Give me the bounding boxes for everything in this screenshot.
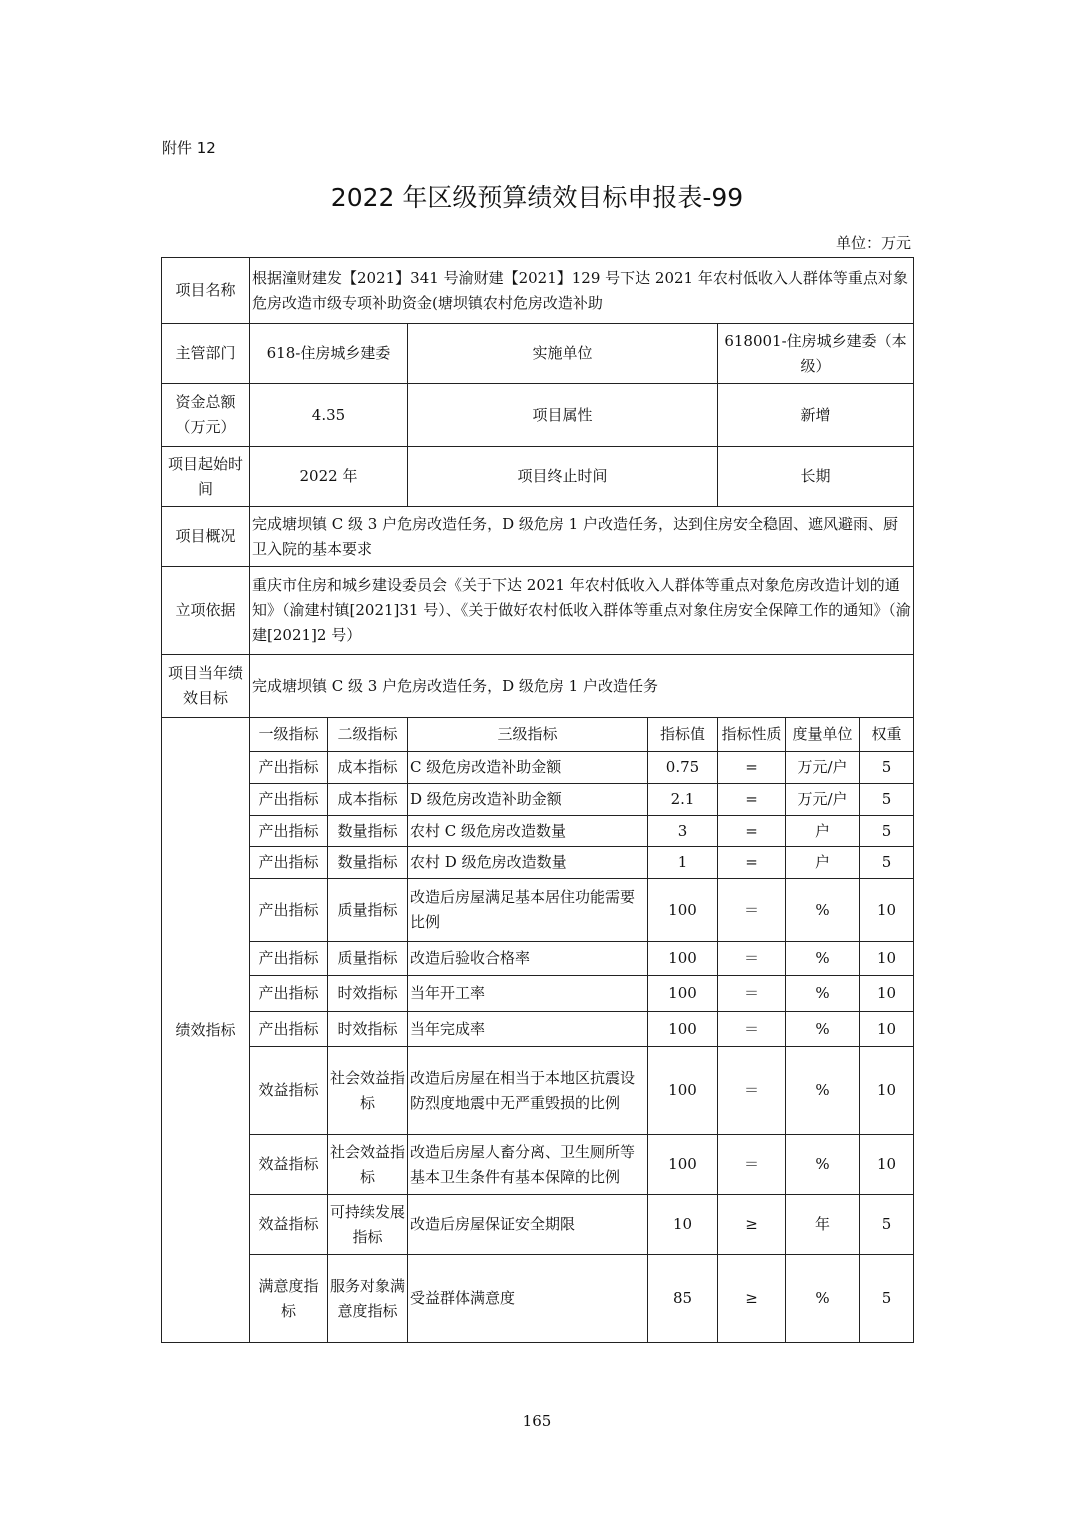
- indicator-level2: 可持续发展指标: [328, 1195, 408, 1255]
- indicator-level2: 成本指标: [328, 752, 408, 784]
- indicator-value: 1: [648, 847, 718, 879]
- indicator-level2: 时效指标: [328, 976, 408, 1012]
- indicator-nature: =: [718, 752, 786, 784]
- indicator-level1: 产出指标: [250, 879, 328, 942]
- basis-label: 立项依据: [162, 567, 250, 655]
- dept-label: 主管部门: [162, 324, 250, 384]
- indicator-level1: 效益指标: [250, 1047, 328, 1135]
- page-title: 2022 年区级预算绩效目标申报表-99: [330, 183, 744, 212]
- indicator-weight: 5: [860, 816, 914, 847]
- indicator-row: [162, 752, 914, 784]
- indicator-level3: C 级危房改造补助金额: [408, 752, 648, 784]
- row-basis: [162, 567, 914, 655]
- indicator-unit: %: [786, 942, 860, 976]
- indicator-row: [162, 1047, 914, 1135]
- row-overview: [162, 507, 914, 567]
- row-fund: [162, 384, 914, 447]
- goal-value: 完成塘坝镇 C 级 3 户危房改造任务，D 级危房 1 户改造任务: [250, 655, 914, 718]
- header-weight: 权重: [860, 718, 914, 752]
- indicator-level2: 成本指标: [328, 784, 408, 816]
- indicator-level1: 效益指标: [250, 1135, 328, 1195]
- impl-value: 618001-住房城乡建委（本级）: [718, 324, 914, 384]
- header-unit: 度量单位: [786, 718, 860, 752]
- indicator-level1: 效益指标: [250, 1195, 328, 1255]
- indicator-level1: 产出指标: [250, 847, 328, 879]
- indicator-level2: 社会效益指标: [328, 1135, 408, 1195]
- attr-value: 新增: [718, 384, 914, 447]
- indicator-level2: 社会效益指标: [328, 1047, 408, 1135]
- indicator-value: 100: [648, 879, 718, 942]
- budget-target-table: [161, 257, 914, 1343]
- indicator-unit: %: [786, 1135, 860, 1195]
- indicator-level2: 时效指标: [328, 1012, 408, 1047]
- indicator-unit: 万元/户: [786, 784, 860, 816]
- overview-value: 完成塘坝镇 C 级 3 户危房改造任务，D 级危房 1 户改造任务，达到住房安全稳固、遮风避雨、厨卫入院的基本要求: [250, 507, 914, 567]
- indicator-value: 100: [648, 1047, 718, 1135]
- project-name-value: 根据潼财建发【2021】341 号渝财建【2021】129 号下达 2021 年农村低收入人群体等重点对象危房改造市级专项补助资金(塘坝镇农村危房改造补助: [250, 258, 914, 324]
- indicator-level2: 数量指标: [328, 847, 408, 879]
- indicator-nature: ≥: [718, 1255, 786, 1343]
- indicator-level2: 数量指标: [328, 816, 408, 847]
- indicator-header-row: [162, 718, 914, 752]
- row-department: [162, 324, 914, 384]
- indicator-level3: 农村 C 级危房改造数量: [408, 816, 648, 847]
- start-label: 项目起始时间: [162, 447, 250, 507]
- indicator-row: [162, 816, 914, 847]
- indicator-level1: 产出指标: [250, 1012, 328, 1047]
- indicator-level3: 改造后房屋人畜分离、卫生厕所等基本卫生条件有基本保障的比例: [408, 1135, 648, 1195]
- indicator-row: [162, 1195, 914, 1255]
- indicator-value: 2.1: [648, 784, 718, 816]
- attachment-label: 附件 12: [162, 139, 216, 157]
- fund-label: 资金总额（万元）: [162, 384, 250, 447]
- indicator-value: 10: [648, 1195, 718, 1255]
- indicator-nature: ＝: [718, 1047, 786, 1135]
- indicator-nature: =: [718, 784, 786, 816]
- row-goal: [162, 655, 914, 718]
- indicator-unit: %: [786, 1255, 860, 1343]
- start-value: 2022 年: [250, 447, 408, 507]
- impl-label: 实施单位: [408, 324, 718, 384]
- indicator-level1: 产出指标: [250, 942, 328, 976]
- indicator-nature: ≥: [718, 1195, 786, 1255]
- unit-label: 单位：万元: [835, 234, 911, 252]
- indicator-weight: 10: [860, 976, 914, 1012]
- indicator-value: 100: [648, 976, 718, 1012]
- indicator-row: [162, 1255, 914, 1343]
- header-level3: 三级指标: [408, 718, 648, 752]
- indicator-weight: 10: [860, 1047, 914, 1135]
- indicator-level2: 服务对象满意度指标: [328, 1255, 408, 1343]
- indicator-unit: %: [786, 976, 860, 1012]
- indicator-nature: =: [718, 847, 786, 879]
- goal-label: 项目当年绩效目标: [162, 655, 250, 718]
- header-nature: 指标性质: [718, 718, 786, 752]
- indicator-nature: =: [718, 816, 786, 847]
- indicator-weight: 5: [860, 784, 914, 816]
- indicator-weight: 5: [860, 1255, 914, 1343]
- basis-value: 重庆市住房和城乡建设委员会《关于下达 2021 年农村低收入人群体等重点对象危房改造计划的通知》（渝建村镇[2021]31 号）、《关于做好农村低收入群体等重点对象住房安全保障工作的通知》（渝建[2021]2 号）: [250, 567, 914, 655]
- header-level2: 二级指标: [328, 718, 408, 752]
- indicator-value: 85: [648, 1255, 718, 1343]
- indicator-value: 100: [648, 1012, 718, 1047]
- indicator-weight: 10: [860, 1012, 914, 1047]
- indicator-row: [162, 784, 914, 816]
- indicator-weight: 10: [860, 942, 914, 976]
- indicator-weight: 5: [860, 752, 914, 784]
- indicator-level1: 满意度指标: [250, 1255, 328, 1343]
- indicator-row: [162, 942, 914, 976]
- indicator-unit: 户: [786, 816, 860, 847]
- indicator-row: [162, 1012, 914, 1047]
- page-number: 165: [522, 1412, 552, 1430]
- indicator-level3: D 级危房改造补助金额: [408, 784, 648, 816]
- indicator-row: [162, 847, 914, 879]
- indicator-level3: 当年完成率: [408, 1012, 648, 1047]
- end-value: 长期: [718, 447, 914, 507]
- indicator-value: 3: [648, 816, 718, 847]
- indicator-level3: 改造后房屋满足基本居住功能需要比例: [408, 879, 648, 942]
- indicator-level3: 当年开工率: [408, 976, 648, 1012]
- indicator-weight: 10: [860, 1135, 914, 1195]
- header-level1: 一级指标: [250, 718, 328, 752]
- indicator-unit: %: [786, 1047, 860, 1135]
- indicator-unit: %: [786, 1012, 860, 1047]
- indicator-value: 0.75: [648, 752, 718, 784]
- dept-value: 618-住房城乡建委: [250, 324, 408, 384]
- row-period: [162, 447, 914, 507]
- indicator-unit: 年: [786, 1195, 860, 1255]
- indicator-row: [162, 976, 914, 1012]
- end-label: 项目终止时间: [408, 447, 718, 507]
- indicator-level2: 质量指标: [328, 879, 408, 942]
- row-project-name: [162, 258, 914, 324]
- indicator-level3: 改造后验收合格率: [408, 942, 648, 976]
- indicator-level1: 产出指标: [250, 784, 328, 816]
- indicator-level2: 质量指标: [328, 942, 408, 976]
- indicator-row: [162, 879, 914, 942]
- fund-value: 4.35: [250, 384, 408, 447]
- attr-label: 项目属性: [408, 384, 718, 447]
- indicator-nature: ＝: [718, 976, 786, 1012]
- header-value: 指标值: [648, 718, 718, 752]
- indicator-nature: ＝: [718, 879, 786, 942]
- indicator-level1: 产出指标: [250, 752, 328, 784]
- overview-label: 项目概况: [162, 507, 250, 567]
- indicator-level1: 产出指标: [250, 816, 328, 847]
- indicator-unit: %: [786, 879, 860, 942]
- indicator-nature: ＝: [718, 1135, 786, 1195]
- indicator-level3: 受益群体满意度: [408, 1255, 648, 1343]
- indicator-nature: ＝: [718, 1012, 786, 1047]
- indicator-value: 100: [648, 1135, 718, 1195]
- indicator-row: [162, 1135, 914, 1195]
- project-name-label: 项目名称: [162, 258, 250, 324]
- indicator-level1: 产出指标: [250, 976, 328, 1012]
- indicator-unit: 户: [786, 847, 860, 879]
- indicator-weight: 5: [860, 1195, 914, 1255]
- indicator-weight: 5: [860, 847, 914, 879]
- indicator-section-label: 绩效指标: [162, 718, 250, 1343]
- indicator-level3: 改造后房屋保证安全期限: [408, 1195, 648, 1255]
- indicator-value: 100: [648, 942, 718, 976]
- indicator-level3: 农村 D 级危房改造数量: [408, 847, 648, 879]
- indicator-unit: 万元/户: [786, 752, 860, 784]
- indicator-weight: 10: [860, 879, 914, 942]
- indicator-level3: 改造后房屋在相当于本地区抗震设防烈度地震中无严重毁损的比例: [408, 1047, 648, 1135]
- indicator-nature: ＝: [718, 942, 786, 976]
